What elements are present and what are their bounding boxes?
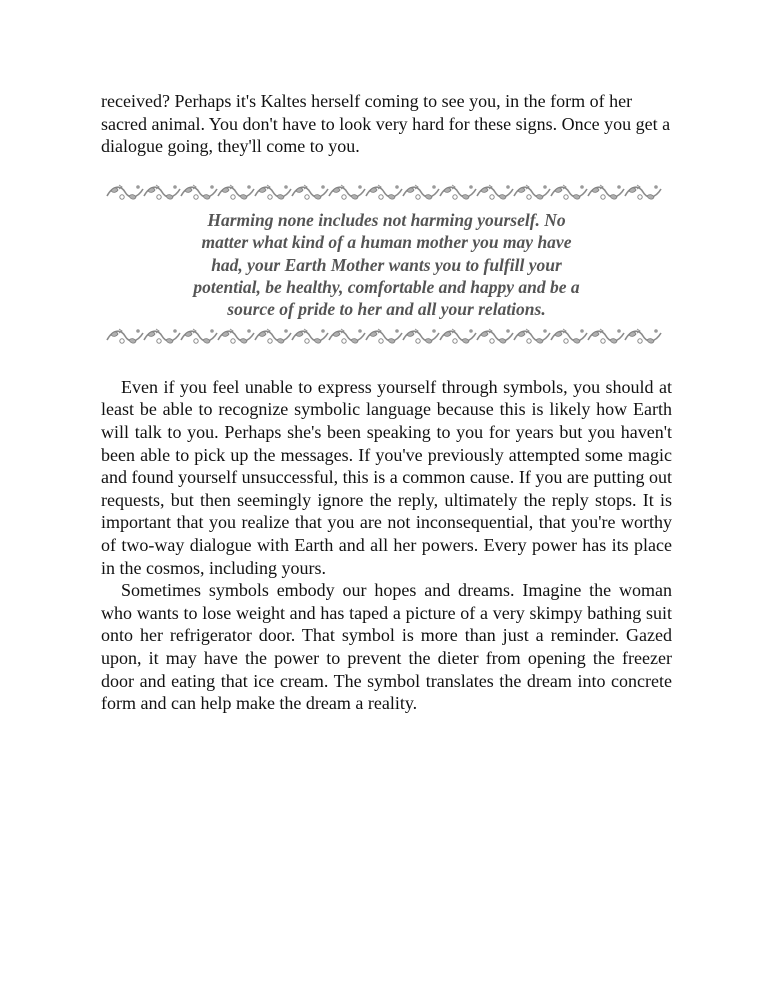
callout-quote: Harming none includes not harming yourself. No matter what kind of a human mother you may have had, your Earth Mother wants you to fulfill your potential, be healthy, comfortable and happy and be a source of pride to her and all your relations.: [193, 209, 580, 320]
body-paragraph-dreams: Sometimes symbols embody our hopes and dreams. Imagine the woman who wants to lose weight and has taped a picture of a very skimpy bathing suit onto her refrigerator door. That symbol is more than just a reminder. Gazed upon, it may have the power to prevent the dieter from opening the freezer door and eating that ice cream. The symbol translates the dream into concrete form and can help make the dream a reality.: [101, 580, 672, 714]
page-body: [101, 90, 672, 715]
body-paragraph-symbols: Even if you feel unable to express yourself through symbols, you should at least be able to recognize symbolic language because this is likely how Earth will talk to you. Perhaps she's been speaking to you for years but you haven't been able to pick up the messages. If you've previously attempted some magic and found yourself unsuccessful, this is a common cause. If you are putting out requests, but then seemingly ignore the reply, ultimately the reply stops. It is important that you realize that you are not inconsequential, that you're worthy of two-way dialogue with Earth and all her powers. Every power has its place in the cosmos, including yours.: [101, 376, 672, 578]
floral-divider-bottom-icon: [105, 325, 665, 349]
intro-paragraph: received? Perhaps it's Kaltes herself coming to see you, in the form of her sacred animal. You don't have to look very hard for these signs. Once you get a dialogue going, they'll come to you.: [101, 91, 671, 157]
floral-divider-top-icon: [105, 181, 665, 205]
